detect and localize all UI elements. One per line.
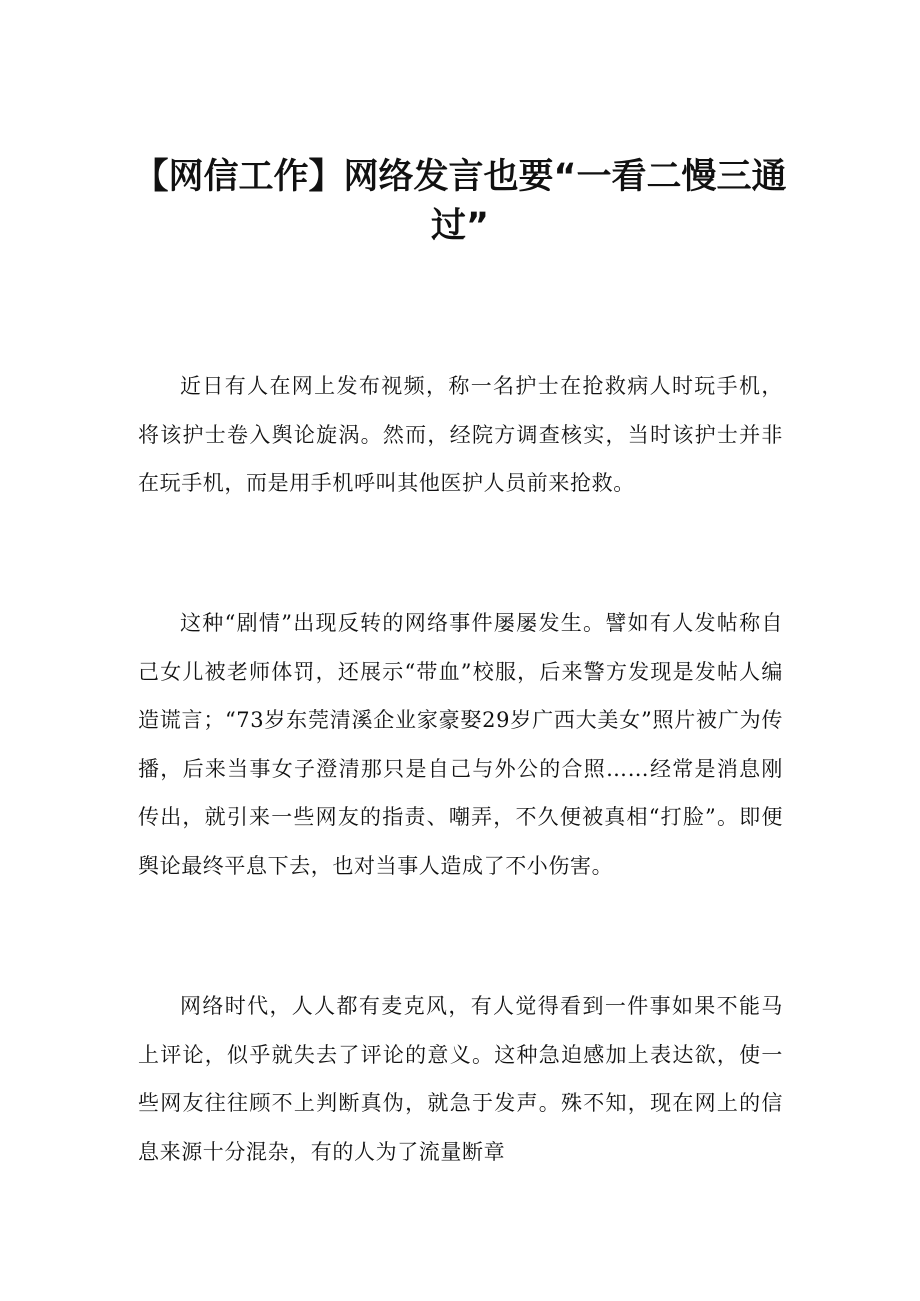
paragraph-1: 近日有人在网上发布视频，称一名护士在抢救病人时玩手机，将该护士卷入舆论旋涡。然而，经院方调查核实，当时该护士并非在玩手机，而是用手机呼叫其他医护人员前来抢救。 [138,374,783,495]
document-title-line-1: 【网信工作】网络发言也要“一看二慢三通 [133,157,787,197]
paragraph-3: 网络时代，人人都有麦克风，有人觉得看到一件事如果不能马上评论，似乎就失去了评论的意义。这种急迫感加上表达欲，使一些网友往往顾不上判断真伪，就急于发声。殊不知，现在网上的信息来源十分混杂，有的人为了流量断章 [138,994,783,1164]
paragraph-2: 这种“剧情”出现反转的网络事件屡屡发生。譬如有人发帖称自己女儿被老师体罚，还展示“带血”校服，后来警方发现是发帖人编造谎言；“73岁东莞清溪企业家豪娶29岁广西大美女”照片被广为传播，后来当事女子澄清那只是自己与外公的合照……经常是消息刚传出，就引来一些网友的指责、嘲弄，不久便被真相“打脸”。即便舆论最终平息下去，也对当事人造成了不小伤害。 [138,611,784,878]
document-title-line-2: 过” [430,206,489,246]
